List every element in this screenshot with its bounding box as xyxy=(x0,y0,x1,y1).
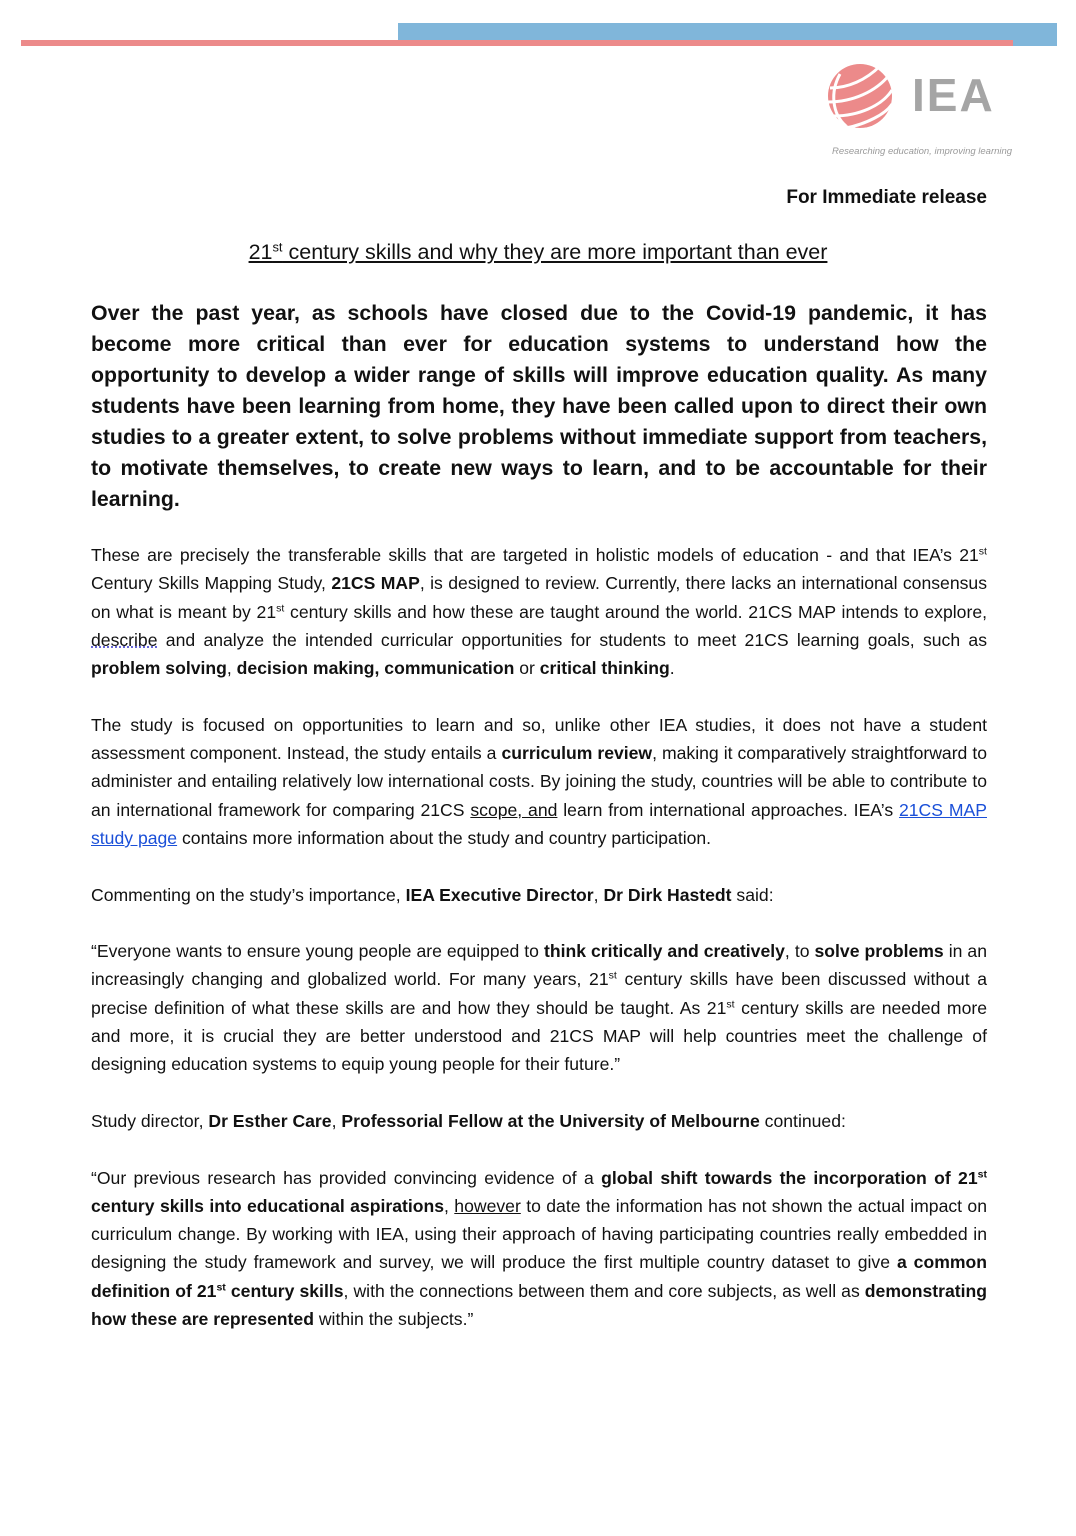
text-segment: The study is focused on opportunities to learn and so, unlike other IEA studies, it does not have a student assessment component. Instead, the study entails a xyxy=(91,714,987,764)
bold-text: a common definition of 21 xyxy=(91,1252,987,1301)
bold-text: Professorial Fellow at the University of Melbourne xyxy=(341,1110,760,1131)
bold-text: century skills xyxy=(225,1280,344,1301)
paragraph-commenting xyxy=(91,881,987,909)
bold-text: think critically and creatively xyxy=(543,941,785,962)
text-segment: Century Skills Mapping Study, xyxy=(91,573,332,594)
text-segment: “Our previous research has provided convincing evidence of a xyxy=(91,1167,602,1188)
text-segment: st xyxy=(272,239,283,255)
text-segment: century skills have been discussed without a precise definition of what these skills are and how they should be taught. As 21 xyxy=(91,969,987,1018)
text-segment: , xyxy=(593,884,604,905)
text-segment: scope, and xyxy=(470,799,558,820)
bold-text: curriculum review xyxy=(501,743,653,764)
text-segment: century skills and how these are taught around the world. 21CS MAP intends to explore, xyxy=(284,601,987,622)
text-segment: Commenting on the study’s importance, xyxy=(91,884,406,905)
bold-text: decision making, communication xyxy=(236,658,515,679)
document-body xyxy=(91,298,987,1362)
text-segment: describe xyxy=(91,629,158,650)
text-segment: to date the information has not shown the actual impact on curriculum change. By working with IEA, using their approach of having participating countries really embedded in designing the study framework and survey, we will produce the first multiple country dataset to give xyxy=(91,1195,987,1273)
bold-text: solve problems xyxy=(814,941,944,962)
text-segment: , making it comparatively straightforward to administer and entailing relatively low international costs. By joining the study, countries will be able to contribute to an international framework for comparing 21CS xyxy=(91,743,987,820)
quote-care xyxy=(91,1164,987,1334)
text-segment: century skills and why they are more important than ever xyxy=(282,240,828,264)
bold-text: problem solving xyxy=(91,658,227,679)
bold-text: global shift towards the incorporation of 21 xyxy=(601,1167,978,1188)
text-segment: however xyxy=(454,1195,521,1216)
paragraph-study xyxy=(91,711,987,852)
logo-text: IEA xyxy=(912,69,995,121)
release-label: For Immediate release xyxy=(786,187,987,208)
text-segment: continued: xyxy=(759,1110,846,1131)
bold-text: critical thinking xyxy=(539,658,670,679)
text-segment: , xyxy=(444,1195,455,1216)
text-segment: and analyze the intended curricular opportunities for students to meet 21CS learning goals, such as xyxy=(157,629,987,650)
text-segment: 21 xyxy=(248,240,273,264)
text-segment: st xyxy=(978,545,987,558)
globe-icon xyxy=(826,62,894,130)
text-segment: st xyxy=(726,998,735,1011)
logo-tagline: Researching education, improving learning xyxy=(832,146,1013,157)
text-segment: in an increasingly changing and globalized world. For many years, 21 xyxy=(91,941,988,990)
iea-logo xyxy=(826,62,1016,162)
bold-text: IEA Executive Director xyxy=(405,884,594,905)
study-page-link[interactable]: 21CS MAP study page xyxy=(91,799,987,848)
bold-text: st xyxy=(977,1168,987,1181)
bold-text: 21CS MAP xyxy=(331,573,420,594)
paragraph-study-director xyxy=(91,1107,987,1135)
bold-text: Dr Dirk Hastedt xyxy=(603,884,732,905)
text-segment: “Everyone wants to ensure young people are equipped to xyxy=(91,941,544,962)
text-segment: , to xyxy=(784,941,815,962)
text-segment: st xyxy=(276,602,285,615)
bold-text: st xyxy=(216,1281,226,1294)
text-segment: , with the connections between them and core subjects, as well as xyxy=(343,1280,865,1301)
text-segment: , xyxy=(331,1110,342,1131)
lead-paragraph xyxy=(91,298,987,515)
bold-text: demonstrating how these are represented xyxy=(91,1280,987,1330)
text-segment: learn from international approaches. IEA’s xyxy=(557,799,899,820)
text-segment: said: xyxy=(731,884,774,905)
header-pink-bar xyxy=(21,40,1013,46)
paragraph-skills xyxy=(91,541,987,682)
text-segment: contains more information about the study and country participation. xyxy=(177,827,712,848)
text-segment: These are precisely the transferable skills that are targeted in holistic models of education - and that IEA’s 21 xyxy=(91,545,979,565)
text-segment: Study director, xyxy=(91,1110,209,1131)
text-segment: st xyxy=(608,970,617,983)
text-segment: or xyxy=(514,658,540,679)
bold-text: century skills into educational aspirations xyxy=(91,1195,445,1216)
text-segment: . xyxy=(669,658,675,679)
text-segment: , xyxy=(226,658,237,679)
text-segment: Over the past year, as schools have closed due to the Covid-19 pandemic, it has become more critical than ever for education systems to understand how the opportunity to develop a wider range of skills will improve education quality. As many students have been learning from home, they have been called upon to direct their own studies to a greater extent, to solve problems without immediate support from teachers, to motivate themselves, to create new ways to learn, and to be accountable for their learning. xyxy=(91,301,987,511)
text-segment: century skills are needed more and more, it is crucial they are better understood and 21CS MAP will help countries meet the challenge of designing education systems to equip young people for their future.” xyxy=(91,997,987,1075)
text-segment: within the subjects.” xyxy=(313,1309,474,1330)
text-segment: , is designed to review. Currently, there lacks an international consensus on what is meant by 21 xyxy=(91,573,987,622)
document-title xyxy=(0,240,1076,265)
bold-text: Dr Esther Care xyxy=(208,1110,332,1131)
quote-hastedt xyxy=(91,937,987,1078)
